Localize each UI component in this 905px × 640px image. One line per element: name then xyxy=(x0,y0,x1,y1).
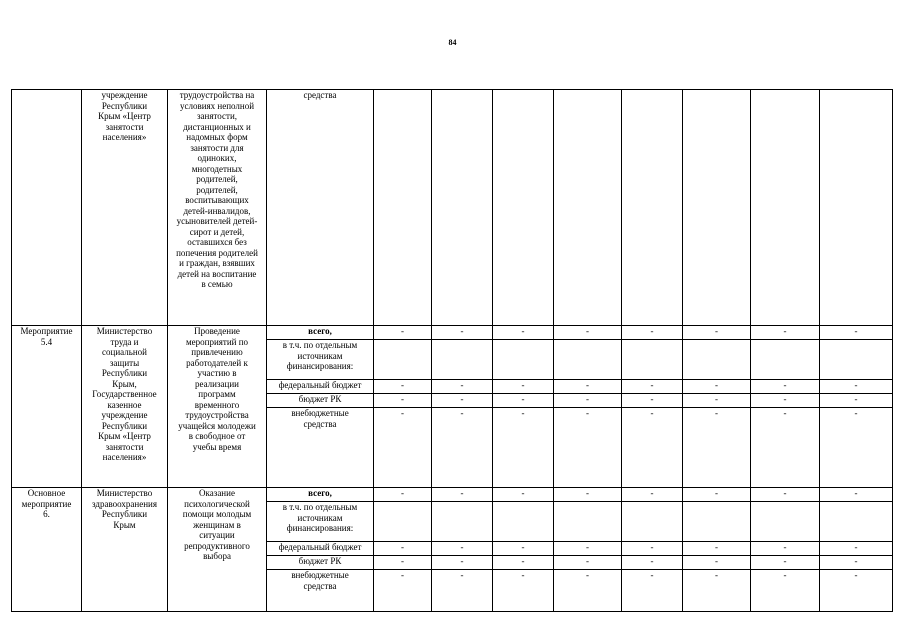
value-cell xyxy=(374,340,432,380)
executor-cell xyxy=(82,326,168,488)
executor-cell xyxy=(82,90,168,326)
value-cell: - xyxy=(622,542,683,556)
value-cell xyxy=(751,90,820,326)
executor-cell xyxy=(82,488,168,612)
value-cell: - xyxy=(622,408,683,488)
value-cell xyxy=(432,340,493,380)
value-cell: - xyxy=(820,488,893,502)
executor-cell-text: учреждение Республики Крым «Центр занятости населения» xyxy=(98,90,151,142)
value-cell: - xyxy=(554,326,622,340)
value-cell: - xyxy=(683,408,751,488)
value-cell: - xyxy=(374,326,432,340)
source-label: федеральный бюджет xyxy=(278,542,362,552)
source-cell xyxy=(267,380,374,394)
value-cell: - xyxy=(374,542,432,556)
value-cell: - xyxy=(493,570,554,612)
value-cell: - xyxy=(554,380,622,394)
value-cell: - xyxy=(820,394,893,408)
description-cell xyxy=(168,488,267,612)
table-row xyxy=(12,90,893,326)
value-cell xyxy=(683,502,751,542)
value-cell: - xyxy=(554,570,622,612)
value-cell: - xyxy=(622,556,683,570)
value-cell: - xyxy=(622,570,683,612)
executor-cell-text: Министерство труда и социальной защиты Республики Крым, Государственное казенное учреждение Республики Крым «Центр занятости населения» xyxy=(92,326,157,462)
value-cell: - xyxy=(493,394,554,408)
value-cell: - xyxy=(751,542,820,556)
executor-cell-text: Министерство здравоохранения Республики Крым xyxy=(91,488,157,530)
source-label: бюджет РК xyxy=(298,556,342,566)
value-cell: - xyxy=(751,488,820,502)
value-cell: - xyxy=(554,394,622,408)
value-cell: - xyxy=(432,408,493,488)
source-cell xyxy=(267,408,374,488)
description-cell-text: Проведение мероприятий по привлечению работодателей к участию в реализации программ временного трудоустройства учащейся молодежи в свободное от учебы время xyxy=(178,326,256,452)
description-cell-text: Оказание психологической помощи молодым женщинам в ситуации репродуктивного выбора xyxy=(182,488,252,561)
value-cell: - xyxy=(432,326,493,340)
source-cell xyxy=(267,90,374,326)
value-cell: - xyxy=(820,408,893,488)
value-cell: - xyxy=(374,488,432,502)
value-cell: - xyxy=(622,488,683,502)
value-cell xyxy=(374,502,432,542)
value-cell: - xyxy=(374,380,432,394)
event-cell xyxy=(12,326,82,488)
source-label: в т.ч. по отдельным источникам финансирования: xyxy=(282,340,358,371)
value-cell: - xyxy=(554,556,622,570)
value-cell xyxy=(820,90,893,326)
value-cell: - xyxy=(683,380,751,394)
description-cell xyxy=(168,326,267,488)
value-cell xyxy=(432,502,493,542)
source-label: всего, xyxy=(308,488,332,498)
value-cell: - xyxy=(622,380,683,394)
event-cell-text: Основное мероприятие 6. xyxy=(21,488,72,519)
value-cell: - xyxy=(493,380,554,394)
value-cell xyxy=(820,502,893,542)
event-cell xyxy=(12,90,82,326)
value-cell: - xyxy=(493,408,554,488)
value-cell: - xyxy=(751,556,820,570)
value-cell: - xyxy=(432,394,493,408)
value-cell: - xyxy=(820,380,893,394)
value-cell: - xyxy=(374,570,432,612)
value-cell: - xyxy=(432,488,493,502)
value-cell: - xyxy=(751,408,820,488)
value-cell: - xyxy=(751,380,820,394)
value-cell xyxy=(432,90,493,326)
source-cell xyxy=(267,488,374,502)
source-label: средства xyxy=(303,90,337,100)
source-cell xyxy=(267,542,374,556)
value-cell: - xyxy=(493,326,554,340)
source-cell xyxy=(267,326,374,340)
value-cell xyxy=(683,90,751,326)
value-cell xyxy=(622,502,683,542)
value-cell: - xyxy=(432,380,493,394)
table-row xyxy=(12,326,893,340)
source-label: федеральный бюджет xyxy=(278,380,362,390)
value-cell xyxy=(622,340,683,380)
value-cell: - xyxy=(432,570,493,612)
value-cell: - xyxy=(554,488,622,502)
value-cell xyxy=(751,502,820,542)
value-cell xyxy=(493,502,554,542)
source-label: всего, xyxy=(308,326,332,336)
value-cell: - xyxy=(683,488,751,502)
value-cell: - xyxy=(554,408,622,488)
value-cell xyxy=(683,340,751,380)
value-cell: - xyxy=(683,394,751,408)
page-number: 84 xyxy=(448,38,457,47)
value-cell xyxy=(554,340,622,380)
value-cell: - xyxy=(374,408,432,488)
source-cell xyxy=(267,570,374,612)
source-label: внебюджетные средства xyxy=(291,570,349,591)
value-cell: - xyxy=(374,394,432,408)
value-cell xyxy=(820,340,893,380)
value-cell: - xyxy=(493,556,554,570)
value-cell xyxy=(751,340,820,380)
value-cell xyxy=(554,90,622,326)
value-cell xyxy=(493,90,554,326)
value-cell: - xyxy=(554,542,622,556)
value-cell: - xyxy=(751,326,820,340)
value-cell: - xyxy=(683,326,751,340)
source-label: бюджет РК xyxy=(298,394,342,404)
description-cell xyxy=(168,90,267,326)
value-cell: - xyxy=(432,542,493,556)
table-row xyxy=(12,488,893,502)
value-cell xyxy=(554,502,622,542)
value-cell xyxy=(622,90,683,326)
value-cell: - xyxy=(622,326,683,340)
value-cell: - xyxy=(622,394,683,408)
value-cell: - xyxy=(683,570,751,612)
value-cell: - xyxy=(751,570,820,612)
event-cell xyxy=(12,488,82,612)
value-cell: - xyxy=(820,542,893,556)
value-cell: - xyxy=(432,556,493,570)
value-cell: - xyxy=(751,394,820,408)
value-cell xyxy=(493,340,554,380)
source-label: в т.ч. по отдельным источникам финансирования: xyxy=(282,502,358,533)
value-cell: - xyxy=(493,542,554,556)
source-cell xyxy=(267,556,374,570)
event-cell-text: Мероприятие 5.4 xyxy=(20,326,73,347)
financing-table xyxy=(11,89,893,612)
source-label: внебюджетные средства xyxy=(291,408,349,429)
value-cell: - xyxy=(820,556,893,570)
value-cell: - xyxy=(683,542,751,556)
source-cell xyxy=(267,394,374,408)
description-cell-text: трудоустройства на условиях неполной занятости, дистанционных и надомных форм занятости для одиноких, многодетных родителей, родителей, воспитывающих детей-инвалидов, усыновителей детей- сирот и детей, оставшихся без попечения родителей и граждан, взявших детей на воспитание в семью xyxy=(176,90,258,289)
value-cell: - xyxy=(374,556,432,570)
value-cell xyxy=(374,90,432,326)
value-cell: - xyxy=(820,326,893,340)
source-cell xyxy=(267,502,374,542)
value-cell: - xyxy=(820,570,893,612)
source-cell xyxy=(267,340,374,380)
value-cell: - xyxy=(493,488,554,502)
value-cell: - xyxy=(683,556,751,570)
